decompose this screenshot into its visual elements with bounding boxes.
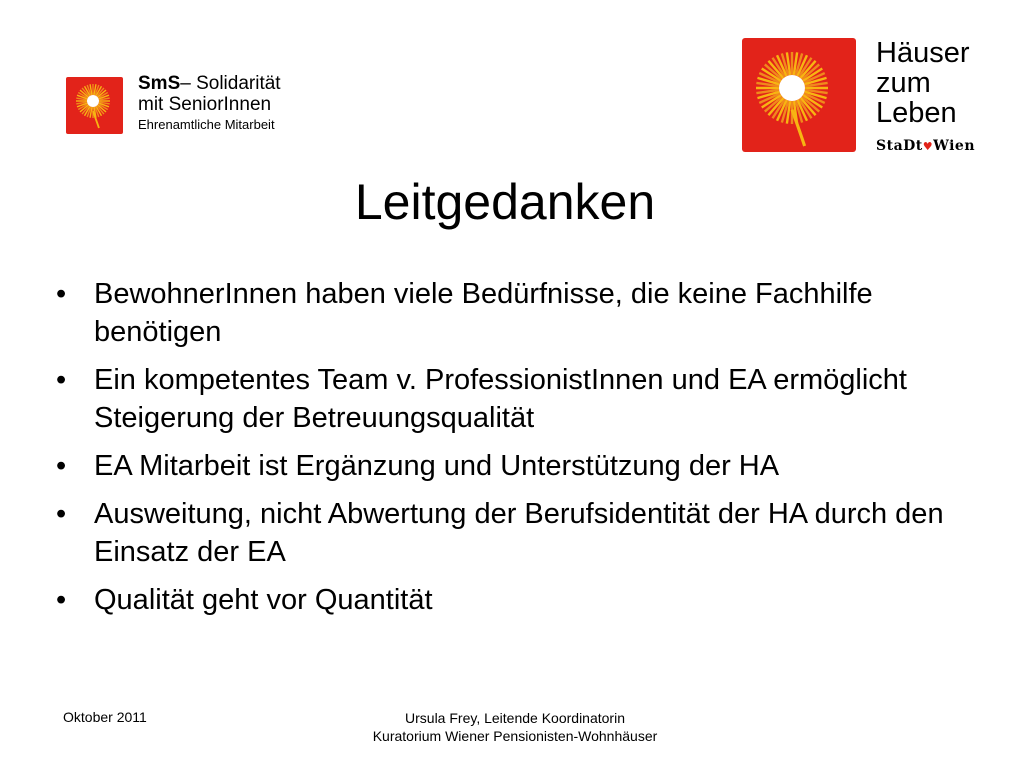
bullet-list: [52, 275, 952, 629]
bullet-item: • EA Mitarbeit ist Ergänzung und Unterstützung der HA: [56, 450, 780, 482]
bullet-item: • Ein kompetentes Team v. ProfessionistInnen und EA ermöglicht Steigerung der Betreuungsqualität: [56, 364, 907, 434]
sun-logo-icon: [66, 77, 123, 134]
logo-left-line3: Ehrenamtliche Mitarbeit: [138, 117, 275, 132]
sun-logo-icon-large: [742, 38, 856, 152]
stadt-wien-wordmark: StaDt♥Wien: [876, 138, 976, 154]
bullet-item: • Ausweitung, nicht Abwertung der Berufsidentität der HA durch den Einsatz der EA: [56, 498, 944, 568]
bullet-item: • Qualität geht vor Quantität: [56, 584, 433, 616]
sms-logo: [66, 74, 326, 138]
logo-left-line2: mit SeniorInnen: [138, 94, 272, 115]
logo-right-words: Häuser zum Leben: [876, 37, 970, 129]
footer-date: Oktober 2011: [63, 709, 147, 725]
footer-author: Ursula Frey, Leitende Koordinatorin Kuratorium Wiener Pensionisten-Wohnhäuser: [372, 710, 658, 744]
logo-left-line1: SmS– Solidarität: [138, 73, 281, 94]
bullet-item: • BewohnerInnen haben viele Bedürfnisse, die keine Fachhilfe benötigen: [56, 278, 873, 348]
haeuser-zum-leben-logo: [742, 38, 992, 168]
slide-title: Leitgedanken: [354, 174, 656, 230]
